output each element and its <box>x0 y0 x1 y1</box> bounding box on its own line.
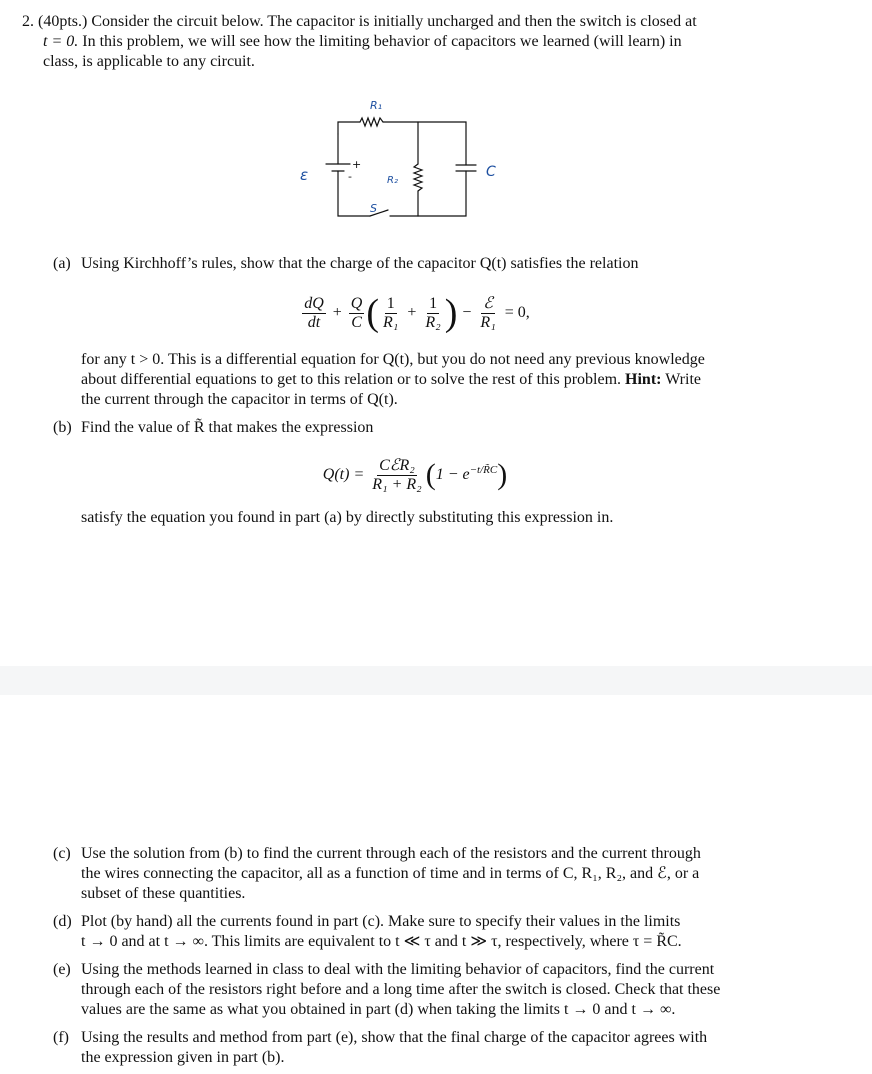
part-d-label: (d) <box>53 913 72 930</box>
eq-emf: ℰ <box>483 294 493 312</box>
frac-1-r2 <box>423 295 442 332</box>
hint-label: Hint: <box>625 371 662 388</box>
intro-line-3 <box>22 52 762 72</box>
part-d-line-2: t → 0 and at t → ∞. This limits are equivalent to t ≪ τ and t ≫ τ, respectively, where τ = R̃C. <box>81 933 682 950</box>
eq-dq: dQ <box>304 294 324 312</box>
part-c-line-2: the wires connecting the capacitor, all as a function of time and in terms of C, R₁, R₂, and ℰ, or a <box>81 865 700 882</box>
eq-b-den: R₁ + R₂ <box>372 475 422 493</box>
part-a-text: Using Kirchhoff’s rules, show that the charge of the capacitor Q(t) satisfies the relation <box>81 255 639 272</box>
eq-one-b: 1 <box>429 294 438 312</box>
intro-line-2 <box>22 32 762 52</box>
resistor-r1-zigzag <box>360 118 383 126</box>
eq-b-exp-base: 1 − e <box>435 466 470 483</box>
part-d-line-1: Plot (by hand) all the currents found in part (c). Make sure to specify their values in the limits <box>81 913 681 930</box>
part-b-text: Find the value of R̃ that makes the expression <box>81 419 374 436</box>
part-c-line-1: Use the solution from (b) to find the current through each of the resistors and the current through <box>81 845 701 862</box>
eq-rhs: = 0, <box>504 304 530 321</box>
eq-b-exp-sup: −t/R̃C <box>469 464 498 476</box>
part-a-after <box>81 350 753 410</box>
eq-b-num: CℰR₂ <box>379 456 415 474</box>
eq-r1: R₁ <box>383 313 399 331</box>
intro-line-1 <box>22 12 762 32</box>
eq-r1-b: R₁ <box>480 313 496 331</box>
battery-minus: - <box>348 170 352 183</box>
label-r1: R₁ <box>370 99 383 112</box>
part-b-after: satisfy the equation you found in part (a) by directly substituting this expression in. <box>81 509 614 526</box>
page-break-band <box>0 666 872 695</box>
resistor-r2-zigzag <box>414 164 422 191</box>
frac-emf-r1 <box>478 295 497 332</box>
eq-b-lhs: Q(t) = <box>322 466 365 483</box>
label-c: C <box>486 164 496 180</box>
part-f-line-2: the expression given in part (b). <box>81 1049 285 1066</box>
part-a-after-2: about differential equations to get to this relation or to solve the rest of this problem. <box>81 371 622 388</box>
part-a-after-1: for any t > 0. This is a differential equation for Q(t), but you do not need any previous knowledge <box>81 351 705 368</box>
part-d-text <box>81 912 753 952</box>
equation-b: Q(t) = $\frac{\text{CℰR₂}}{\text{R₁ + R₂}}$ ( 1 − e $^{-t/R̃C}$ ) <box>322 456 508 493</box>
part-a-label: (a) <box>53 255 71 272</box>
eq-r2: R₂ <box>425 313 441 331</box>
problem-points: (40pts.) <box>38 13 88 30</box>
wire-right-bottom <box>418 171 466 216</box>
frac-qc <box>349 295 365 332</box>
part-e-line-3: values are the same as what you obtained in part (d) when taking the limits t → 0 and t → ∞. <box>81 1001 676 1018</box>
frac-dqdt <box>302 295 326 332</box>
part-a-after-2-line <box>81 370 753 390</box>
part-f-label: (f) <box>53 1029 69 1046</box>
equation-a: $\frac{dQ}{dt}$ + $\frac{Q}{C}$ ( $\frac{1}{\text{R₁}}$ + $\frac{1}{\text{R₂}}$ ) − $\frac{\text{ℰ}}{\text{R₁}}$ = 0, <box>304 292 530 334</box>
part-e-line-2: through each of the resistors right before and a long time after the switch is closed. Check that these <box>81 981 721 998</box>
intro-math-t0: t = 0. <box>43 33 79 50</box>
circuit-diagram <box>290 92 510 232</box>
intro-text-3: class, is applicable to any circuit. <box>43 53 255 70</box>
part-e-text <box>81 960 753 1020</box>
label-r2: R₂ <box>387 175 398 186</box>
frac-1-r1 <box>381 295 400 332</box>
wire-top-left <box>338 122 360 134</box>
wire-battery-bottom <box>338 171 370 216</box>
part-e-line-1: Using the methods learned in class to deal with the limiting behavior of capacitors, find the current <box>81 961 715 978</box>
part-c-label: (c) <box>53 845 71 862</box>
part-b-label: (b) <box>53 419 72 436</box>
eq-c: C <box>351 313 362 331</box>
label-switch: S <box>370 202 377 215</box>
frac-b <box>370 457 423 494</box>
battery-plus: + <box>352 158 362 171</box>
part-e-label: (e) <box>53 961 71 978</box>
problem-number: 2. <box>22 13 34 30</box>
part-c-text <box>81 844 753 904</box>
intro-text-1: Consider the circuit below. The capacitor is initially uncharged and then the switch is closed at <box>91 13 697 30</box>
intro-text-2: In this problem, we will see how the limiting behavior of capacitors we learned (will learn) in <box>82 33 682 50</box>
eq-q: Q <box>350 294 363 312</box>
hint-text: Write <box>665 371 701 388</box>
problem-intro <box>22 12 762 72</box>
eq-dt: dt <box>307 313 321 331</box>
wire-top-right <box>383 122 466 165</box>
part-c-line-3: subset of these quantities. <box>81 885 246 902</box>
part-f-line-1: Using the results and method from part (e), show that the final charge of the capacitor agrees with <box>81 1029 708 1046</box>
label-emf: ε <box>300 166 309 184</box>
eq-one-a: 1 <box>386 294 395 312</box>
part-f-text <box>81 1028 753 1068</box>
part-a-after-3: the current through the capacitor in terms of Q(t). <box>81 391 398 408</box>
